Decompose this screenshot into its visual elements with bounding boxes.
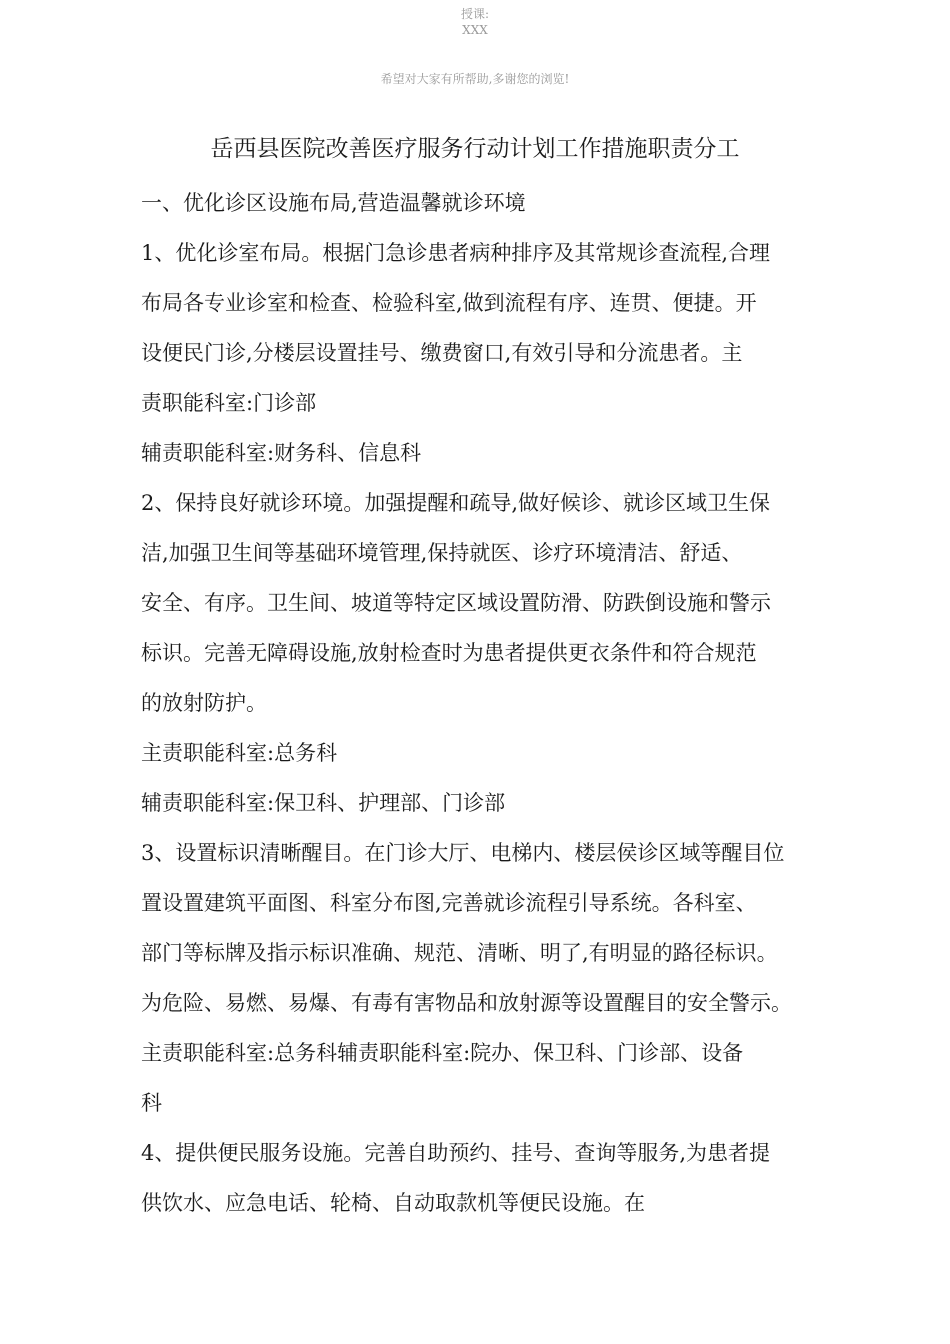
paragraph-line: 1、优化诊室布局。根据门急诊患者病种排序及其常规诊查流程,合理 [141, 241, 771, 265]
paragraph-line: 为危险、易燃、易爆、有毒有害物品和放射源等设置醒目的安全警示。 [141, 991, 792, 1015]
paragraph-line: 洁,加强卫生间等基础环境管理,保持就医、诊疗环境清洁、舒适、 [141, 541, 743, 565]
document-body [141, 178, 831, 1228]
header-note: 希望对大家有所帮助,多谢您的浏览! [380, 72, 570, 86]
paragraph-line: 供饮水、应急电话、轮椅、自动取款机等便民设施。在 [141, 1191, 645, 1215]
section-heading: 一、优化诊区设施布局,营造温馨就诊环境 [141, 191, 526, 215]
header-lecturer-name: XXX [462, 23, 488, 37]
paragraph-line: 主责职能科室:总务科辅责职能科室:院办、保卫科、门诊部、设备 [141, 1041, 744, 1065]
paragraph-line: 辅责职能科室:财务科、信息科 [141, 441, 422, 465]
paragraph-line: 辅责职能科室:保卫科、护理部、门诊部 [141, 791, 506, 815]
document-title: 岳西县医院改善医疗服务行动计划工作措施职责分工 [210, 136, 740, 162]
paragraph-line: 3、设置标识清晰醒目。在门诊大厅、电梯内、楼层侯诊区域等醒目位 [141, 841, 785, 865]
paragraph-line: 的放射防护。 [141, 691, 267, 715]
paragraph-line: 主责职能科室:总务科 [141, 741, 338, 765]
paragraph-line: 置设置建筑平面图、科室分布图,完善就诊流程引导系统。各科室、 [141, 891, 757, 915]
paragraph-line: 标识。完善无障碍设施,放射检查时为患者提供更衣条件和符合规范 [141, 641, 757, 665]
paragraph-line: 科 [141, 1091, 162, 1115]
paragraph-line: 部门等标牌及指示标识准确、规范、清晰、明了,有明显的路径标识。 [141, 941, 778, 965]
header-lecturer-label: 授课: [460, 7, 490, 21]
paragraph-line: 4、提供便民服务设施。完善自助预约、挂号、查询等服务,为患者提 [141, 1141, 771, 1165]
paragraph-line: 设便民门诊,分楼层设置挂号、缴费窗口,有效引导和分流患者。主 [141, 341, 743, 365]
paragraph-line: 布局各专业诊室和检查、检验科室,做到流程有序、连贯、便捷。开 [141, 291, 757, 315]
paragraph-line: 责职能科室:门诊部 [141, 391, 317, 415]
paragraph-line: 2、保持良好就诊环境。加强提醒和疏导,做好候诊、就诊区域卫生保 [141, 491, 771, 515]
paragraph-line: 安全、有序。卫生间、坡道等特定区域设置防滑、防跌倒设施和警示 [141, 591, 771, 615]
